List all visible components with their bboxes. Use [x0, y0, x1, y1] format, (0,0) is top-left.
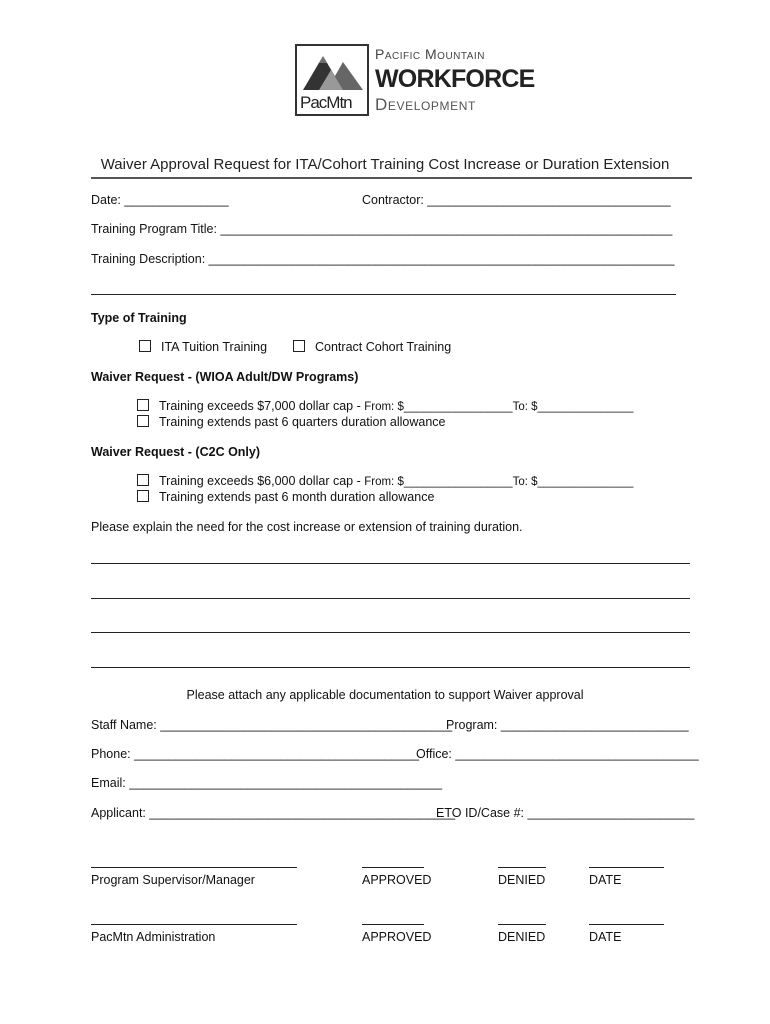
attach-note: Please attach any applicable documentation to support Waiver approval: [186, 688, 584, 702]
ita-option[interactable]: [139, 340, 267, 354]
wioa-duration-checkbox[interactable]: [137, 415, 149, 427]
admin-date-label: DATE: [589, 930, 622, 944]
admin-denied-label: DENIED: [498, 930, 546, 944]
type-of-training-heading: Type of Training: [91, 311, 187, 325]
supervisor-approved-label: APPROVED: [362, 873, 432, 887]
admin-approved-label: APPROVED: [362, 930, 432, 944]
supervisor-date-label: DATE: [589, 873, 622, 887]
wioa-heading: Waiver Request - (WIOA Adult/DW Programs): [91, 370, 359, 384]
supervisor-denied-line[interactable]: [498, 867, 546, 868]
c2c-to-field[interactable]: To: $_______________: [512, 476, 634, 488]
explain-line-1[interactable]: [91, 563, 690, 564]
description-field[interactable]: Training Description: ___________________________________________________________________: [91, 252, 675, 266]
program-field[interactable]: Program: ___________________________: [446, 718, 689, 732]
c2c-cap-option[interactable]: [137, 474, 633, 488]
wioa-duration-label: Training extends past 6 quarters duration allowance: [159, 415, 446, 429]
logo-line-1: Pacific Mountain: [375, 46, 485, 62]
logo-mountain-box: [295, 44, 369, 116]
eto-field[interactable]: ETO ID/Case #: ________________________: [436, 806, 695, 820]
cohort-checkbox[interactable]: [293, 340, 305, 352]
cohort-label: Contract Cohort Training: [315, 340, 452, 354]
supervisor-denied-label: DENIED: [498, 873, 546, 887]
c2c-cap-checkbox[interactable]: [137, 474, 149, 486]
admin-label: PacMtn Administration: [91, 930, 216, 944]
logo-short-name: PacMtn: [300, 93, 352, 112]
title-divider: [91, 177, 692, 179]
ita-label: ITA Tuition Training: [161, 340, 268, 354]
c2c-cap-label: Training exceeds $6,000 dollar cap -: [159, 474, 365, 488]
wioa-from-field[interactable]: From: $_________________: [364, 401, 513, 413]
logo-line-3: Development: [375, 95, 476, 114]
phone-field[interactable]: Phone: _________________________________________: [91, 747, 420, 761]
wioa-duration-option[interactable]: [137, 415, 446, 429]
mountain-icon: [297, 46, 367, 94]
wioa-cap-label: Training exceeds $7,000 dollar cap -: [159, 399, 365, 413]
staff-name-field[interactable]: Staff Name: __________________________________________: [91, 718, 453, 732]
explain-line-4[interactable]: [91, 667, 690, 668]
admin-approved-line[interactable]: [362, 924, 424, 925]
applicant-field[interactable]: Applicant: ____________________________________________: [91, 806, 456, 820]
program-title-field[interactable]: Training Program Title: _________________________________________________________________: [91, 222, 673, 236]
wioa-to-field[interactable]: To: $_______________: [512, 401, 634, 413]
wioa-cap-option[interactable]: [137, 399, 633, 413]
form-title: Waiver Approval Request for ITA/Cohort Training Cost Increase or Duration Extension: [100, 156, 670, 173]
c2c-duration-option[interactable]: [137, 490, 434, 504]
c2c-duration-checkbox[interactable]: [137, 490, 149, 502]
admin-denied-line[interactable]: [498, 924, 546, 925]
cohort-option[interactable]: [293, 340, 451, 354]
email-field[interactable]: Email: _____________________________________________: [91, 776, 443, 790]
explain-line-2[interactable]: [91, 598, 690, 599]
contractor-field[interactable]: Contractor: ___________________________________: [362, 193, 671, 207]
supervisor-signature-line[interactable]: [91, 867, 297, 868]
admin-signature-line[interactable]: [91, 924, 297, 925]
explain-line-3[interactable]: [91, 632, 690, 633]
c2c-from-field[interactable]: From: $_________________: [364, 476, 513, 488]
description-line-2[interactable]: [91, 294, 676, 295]
supervisor-approved-line[interactable]: [362, 867, 424, 868]
logo-line-2: WORKFORCE: [375, 65, 535, 93]
admin-date-line[interactable]: [589, 924, 664, 925]
ita-checkbox[interactable]: [139, 340, 151, 352]
wioa-cap-checkbox[interactable]: [137, 399, 149, 411]
office-field[interactable]: Office: ___________________________________: [416, 747, 699, 761]
c2c-heading: Waiver Request - (C2C Only): [91, 445, 261, 459]
date-field[interactable]: Date: _______________: [91, 193, 229, 207]
c2c-duration-label: Training extends past 6 month duration allowance: [159, 490, 435, 504]
pacmtn-logo: [295, 44, 535, 120]
supervisor-label: Program Supervisor/Manager: [91, 873, 255, 887]
explain-prompt: Please explain the need for the cost increase or extension of training duration.: [91, 520, 523, 534]
supervisor-date-line[interactable]: [589, 867, 664, 868]
